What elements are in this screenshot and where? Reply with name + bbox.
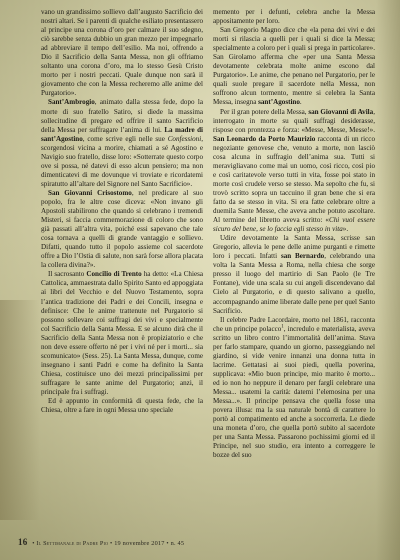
text-run: Per il gran potere della Messa, (220, 107, 309, 116)
text-run: Il celebre Padre Lacordaire, morto nel 1861, racconta che un principe polacco (213, 315, 375, 333)
paragraph (213, 8, 375, 26)
paragraph (213, 26, 375, 107)
text-run: , come scrive egli nelle sue (82, 134, 168, 143)
paragraph (41, 189, 203, 270)
text-run: vano un grandissimo sollievo dall’augusto Sacrificio dei nostri altari. Se i parenti di qualche esiliato presentassero al principe una corona d’oro per calmare il suo sdegno, ciò sarebbe senza dubbio un gran mezzo per impegnarlo ad abbreviare il tempo dell’esilio. Ma noi, offrendo a Dio il Sacrificio della Santa Messa, non gli offriamo soltanto una corona d’oro, ma lo stesso Gesù Cristo morto per i nostri peccati. Quale dunque non sarà il giovamento che con la Messa recheremo alle anime del Purgatorio». (41, 8, 203, 98)
background-decoration-right (376, 0, 400, 560)
bold-text: sant’Agostino (258, 98, 300, 107)
page-footer (18, 537, 218, 547)
text-run: , celebrando una volta la Santa Messa a Roma, nella chiesa che sorge presso il luogo del martirio di San Paolo (le Tre Fontane), vide una scala su cui angeli discendevano dal Cielo al Purgatorio, e di questo salivano a quello, accompagnando anime liberate dalle pene per quel Santo Sacrificio. (213, 252, 375, 315)
bold-text: Sant’Ambrogio (48, 98, 95, 107)
paragraph (213, 108, 375, 235)
bold-text: san Giovanni di Avila (308, 107, 374, 116)
issue-number: n. 45 (170, 540, 185, 547)
paragraph (213, 316, 375, 461)
bold-text: San Leonardo da Porto Maurizio (213, 134, 316, 143)
footer-bullet: • (32, 540, 35, 547)
footnote-marker: 1 (281, 324, 284, 330)
text-run: , nel predicare al suo popolo, fra le altre cose diceva: «Non invano gli Apostoli stabilirono che quando si celebrano i tremendi Misteri, si faccia commemorazione di coloro che sono già passati all’altra vita, poiché essi sapevano che tale cosa tornava a quelli di grande vantaggio e sollievo. Difatti, quando tutto il popolo assieme col sacerdote offre a Dio l’Ostia di salute, non sarà forse allora placata la collera divina?». (41, 188, 204, 270)
bold-text: san Bernardo (280, 252, 325, 261)
text-run: , interrogato in morte su quali suffragi desiderasse, rispose con prontezza e forza: «Messe, Messe, Messe!». (213, 107, 375, 134)
footer-bullet: • (110, 540, 113, 547)
italic-text: Chi vuol essere sicuro del bene, se lo faccia egli stesso in vita (213, 216, 376, 234)
left-text-column (41, 8, 203, 415)
text-run: memento per i defunti, celebra anche la Messa appositamente per loro. (213, 8, 375, 26)
paragraph (41, 8, 203, 98)
right-text-column (213, 8, 375, 460)
footer-bullet: • (166, 540, 169, 547)
background-decoration-left (0, 300, 40, 520)
text-run: ha detto: «La Chiesa Cattolica, ammaestrata dallo Spirito Santo ed appoggiata ai libri del Vecchio e del Nuovo Testamento, sopra l’antica tradizione dei Padri e dei Concili, insegna e definisce: Che le anime trattenute nel Purgatorio si possono sollevare coi suffragi dei vivi e specialmente col Sacrificio della Santa Messa. E se alcuno dirà che il Sacrificio della Santa Messa non è propiziatorio e che non deve essere offerto né per i vivi né per i morti... sia scomunicato» (Sess. 25). La Santa Messa, dunque, come insegnano i santi Padri e come ha definito la Santa Chiesa, costituisce uno dei mezzi principalissimi per suffragare le sante anime del Purgatorio; anzi, il principale fra i suffragi. (41, 270, 203, 396)
bold-text: Concilio di Trento (86, 270, 142, 279)
bold-text: San Giovanni Crisostomo (48, 188, 132, 197)
text-run: , incredulo e materialista, aveva scritto un libro contro l’immortalità dell’anima. Stava per farlo stampare, quando un giorno, passeggiando nel giardino, si vide venire innanzi una donna tutta in lacrime. Gettatasi ai suoi piedi, quella poverina, supplicava: «Mio buon principe, mio marito è morto... ed io non ho neppure il denaro per farglì celebrare una Messa... usatemi la carità: datemi l’elemosina per una Messa...». Il principe pensava che quella fosse una povera illusa: ma la sua naturale bontà di carattere lo portò al compatimento ed anche a soccorrerla. Le diede una moneta d’oro, che quella portò subito al sacerdote per una Santa Messa. Passarono pochissimi giorni ed il Principe, nel suo studio, era intento a correggere le bozze del suo (213, 324, 375, 460)
bold-text: La madre di sant’Agostino (41, 125, 204, 143)
text-run: ». (342, 225, 349, 234)
text-run: Ed è appunto in conformità di questa fede, che la Chiesa, oltre a fare in ogni Messa uno speciale (41, 397, 203, 415)
paragraph (41, 98, 203, 188)
text-run: , scorgendosi vicina a morire, chiamati a sé Agostino e Navigio suo fratello, disse loro: «Sotterrate questo corpo ove si possa, né datevi di esso alcun pensiero; ma non dimenticatevi di me dovunque vi troviate e ricordatemi spiratutto all’altare del Signore nel Santo Sacrificio». (41, 134, 203, 188)
text-run: Il sacrosanto (48, 270, 87, 279)
text-run: , animato dalla stessa fede, dopo la morte di suo fratello Satiro, si diede la massima sollecitudine di pregare ed offrire il santo Sacrificio della Messa per suffragare l’anima di lui. (41, 98, 203, 134)
text-run: San Gregorio Magno dice che «la pena dei vivi e dei morti si rilascia a quelli per i quali si dice la Messa; specialmente a coloro per i quali si prega in particolare». San Girolamo afferma che «per una Santa Messa devotamente celebrata molte anime escono dal Purgatorio». Le anime, che penano nel Purgatorio, per le quali suole pregare il sacerdote nella Messa, non soffrono alcun tormento, mentre si celebra la Santa Messa, insegna (213, 26, 375, 107)
paragraph (213, 234, 375, 315)
text-run: . (299, 98, 302, 107)
issue-date: 19 novembre 2017 (114, 540, 165, 547)
italic-text: Confessioni (167, 134, 202, 143)
text-run: racconta di un ricco negoziante genovese che, venuto a morte, non lasciò cosa alcuna in suffragio dell’anima sua. Tutti si meravigliavano come mai un uomo, così ricco, così pio e così caritatevole verso tutti in vita, fosse poi stato in morte così crudele verso se stesso. Ma sepolto che fu, si trovò scritto sopra un taccuino il gran bene che si era fatto da se stesso in vita. Si era fatte celebrare oltre a duemila Sante Messe, che aveva anche potuto ascoltare. Al termine del libretto aveva scritto: « (213, 134, 375, 225)
paragraph (41, 397, 203, 415)
page-number: 16 (18, 537, 28, 547)
text-run: Udire devotamente la Santa Messa, scrisse san Gregorio, alleviа le pene delle anime purganti e rimette loro i peccati. Infatti (213, 234, 375, 261)
publication-name: Il Settimanale di Padre Pio (36, 540, 109, 547)
paragraph (41, 270, 203, 397)
